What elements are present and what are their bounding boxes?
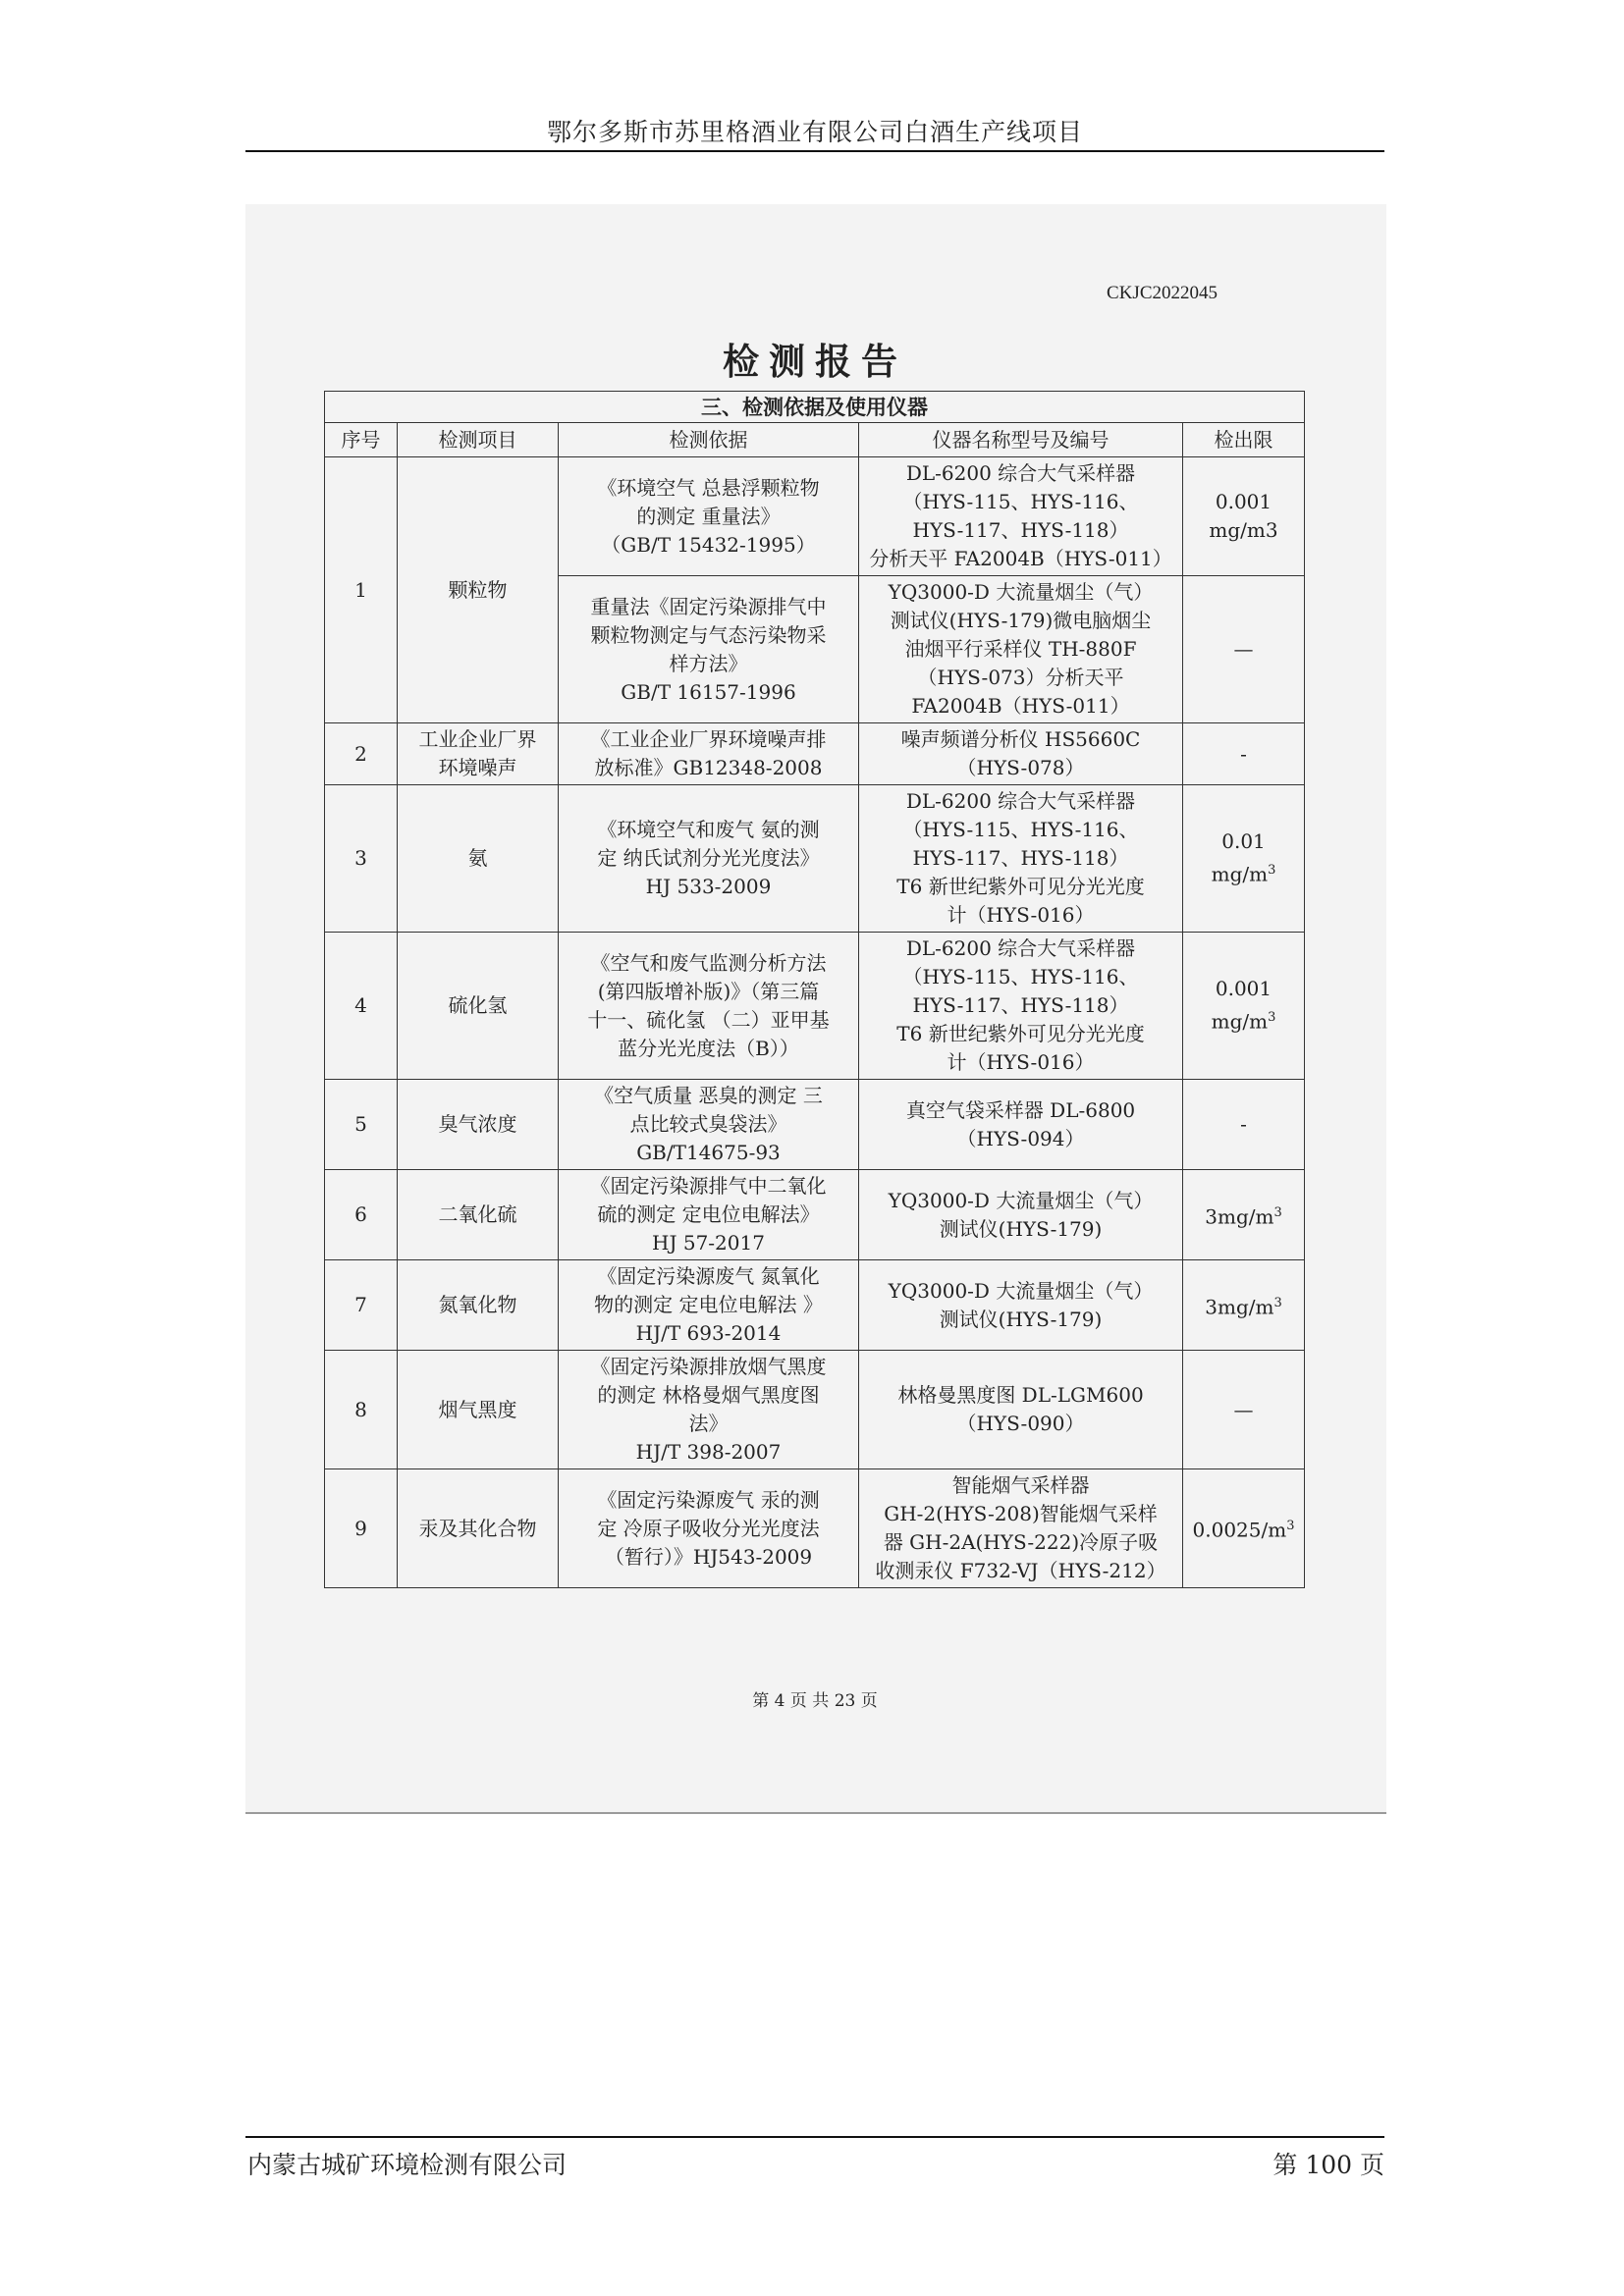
row-number: 1 <box>325 457 398 723</box>
test-basis: 《固定污染源废气 汞的测 定 冷原子吸收分光光度法 （暂行）》HJ543-2009 <box>559 1469 859 1588</box>
footer-page-number: 第 100 页 <box>1272 2151 1384 2179</box>
test-basis: 《环境空气 总悬浮颗粒物 的测定 重量法》 （GB/T 15432-1995） <box>559 457 859 576</box>
test-basis: 《固定污染源排放烟气黑度 的测定 林格曼烟气黑度图 法》 HJ/T 398-2007 <box>559 1351 859 1469</box>
test-basis: 《工业企业厂界环境噪声排 放标准》GB12348-2008 <box>559 723 859 785</box>
instrument: 智能烟气采样器 GH-2(HYS-208)智能烟气采样 器 GH-2A(HYS-222)冷原子吸 收测汞仪 F732-VJ（HYS-212） <box>859 1469 1183 1588</box>
detection-limit: 0.001 $mg/m^3$ <box>1183 933 1305 1080</box>
test-item: 二氧化硫 <box>398 1170 559 1260</box>
table-row <box>325 723 1305 785</box>
instrument: DL-6200 综合大气采样器 （HYS-115、HYS-116、 HYS-117、HYS-118） 分析天平 FA2004B（HYS-011） <box>859 457 1183 576</box>
test-item: 工业企业厂界 环境噪声 <box>398 723 559 785</box>
header-divider <box>245 150 1384 152</box>
table-row <box>325 1469 1305 1588</box>
footer-company: 内蒙古城矿环境检测有限公司 <box>247 2151 568 2179</box>
test-basis: 《固定污染源废气 氮氧化 物的测定 定电位电解法 》 HJ/T 693-2014 <box>559 1260 859 1351</box>
instrument: 林格曼黑度图 DL-LGM600 （HYS-090） <box>859 1351 1183 1469</box>
detection-limit: - <box>1183 723 1305 785</box>
section-title: 三、检测依据及使用仪器 <box>325 392 1305 423</box>
detection-limit: $0.0025/m^3$ <box>1183 1469 1305 1588</box>
table-row <box>325 1080 1305 1170</box>
column-header-row <box>325 423 1305 457</box>
column-header: 检测项目 <box>398 423 559 457</box>
detection-limit: $3mg/m^3$ <box>1183 1170 1305 1260</box>
instrument: 真空气袋采样器 DL-6800 （HYS-094） <box>859 1080 1183 1170</box>
test-item: 烟气黑度 <box>398 1351 559 1469</box>
column-header: 序号 <box>325 423 398 457</box>
detection-limit: — <box>1183 1351 1305 1469</box>
table-row <box>325 457 1305 576</box>
test-basis: 《环境空气和废气 氨的测 定 纳氏试剂分光光度法》 HJ 533-2009 <box>559 785 859 933</box>
test-item: 臭气浓度 <box>398 1080 559 1170</box>
row-number: 2 <box>325 723 398 785</box>
scan-bottom-edge <box>245 1812 1386 1814</box>
table-row <box>325 1170 1305 1260</box>
instrument: DL-6200 综合大气采样器 （HYS-115、HYS-116、 HYS-117、HYS-118） T6 新世纪紫外可见分光光度 计（HYS-016） <box>859 933 1183 1080</box>
column-header: 仪器名称型号及编号 <box>859 423 1183 457</box>
test-item: 氨 <box>398 785 559 933</box>
test-basis: 《固定污染源排气中二氧化 硫的测定 定电位电解法》 HJ 57-2017 <box>559 1170 859 1260</box>
detection-limit: - <box>1183 1080 1305 1170</box>
instrument: 噪声频谱分析仪 HS5660C （HYS-078） <box>859 723 1183 785</box>
test-basis: 《空气质量 恶臭的测定 三 点比较式臭袋法》 GB/T14675-93 <box>559 1080 859 1170</box>
instrument: YQ3000-D 大流量烟尘（气） 测试仪(HYS-179)微电脑烟尘 油烟平行采样仪 TH-880F （HYS-073）分析天平 FA2004B（HYS-011） <box>859 576 1183 723</box>
row-number: 8 <box>325 1351 398 1469</box>
report-title: 检测报告 <box>723 340 907 383</box>
report-page-indicator: 第 4 页 共 23 页 <box>752 1691 878 1711</box>
table-row <box>325 1351 1305 1469</box>
row-number: 3 <box>325 785 398 933</box>
report-number: CKJC2022045 <box>1107 283 1218 303</box>
test-item: 硫化氢 <box>398 933 559 1080</box>
table-row <box>325 785 1305 933</box>
detection-limit: 0.01 $mg/m^3$ <box>1183 785 1305 933</box>
row-number: 7 <box>325 1260 398 1351</box>
column-header: 检测依据 <box>559 423 859 457</box>
test-basis: 重量法《固定污染源排气中 颗粒物测定与气态污染物采 样方法》 GB/T 16157-1996 <box>559 576 859 723</box>
test-item: 颗粒物 <box>398 457 559 723</box>
table-row <box>325 933 1305 1080</box>
row-number: 4 <box>325 933 398 1080</box>
instrument: YQ3000-D 大流量烟尘（气） 测试仪(HYS-179) <box>859 1170 1183 1260</box>
column-header: 检出限 <box>1183 423 1305 457</box>
basis-instrument-table <box>324 391 1305 1588</box>
footer-divider <box>245 2136 1384 2138</box>
row-number: 5 <box>325 1080 398 1170</box>
instrument: DL-6200 综合大气采样器 （HYS-115、HYS-116、 HYS-117、HYS-118） T6 新世纪紫外可见分光光度 计（HYS-016） <box>859 785 1183 933</box>
test-item: 汞及其化合物 <box>398 1469 559 1588</box>
detection-limit: — <box>1183 576 1305 723</box>
test-item: 氮氧化物 <box>398 1260 559 1351</box>
test-basis: 《空气和废气监测分析方法 (第四版增补版)》（第三篇 十一、硫化氢 （二）亚甲基 蓝分光光度法（B）） <box>559 933 859 1080</box>
section-title-row <box>325 392 1305 423</box>
document-header-title: 鄂尔多斯市苏里格酒业有限公司白酒生产线项目 <box>546 118 1083 146</box>
row-number: 9 <box>325 1469 398 1588</box>
detection-limit: $3mg/m^3$ <box>1183 1260 1305 1351</box>
detection-limit: 0.001 mg/m3 <box>1183 457 1305 576</box>
table-row <box>325 1260 1305 1351</box>
row-number: 6 <box>325 1170 398 1260</box>
instrument: YQ3000-D 大流量烟尘（气） 测试仪(HYS-179) <box>859 1260 1183 1351</box>
